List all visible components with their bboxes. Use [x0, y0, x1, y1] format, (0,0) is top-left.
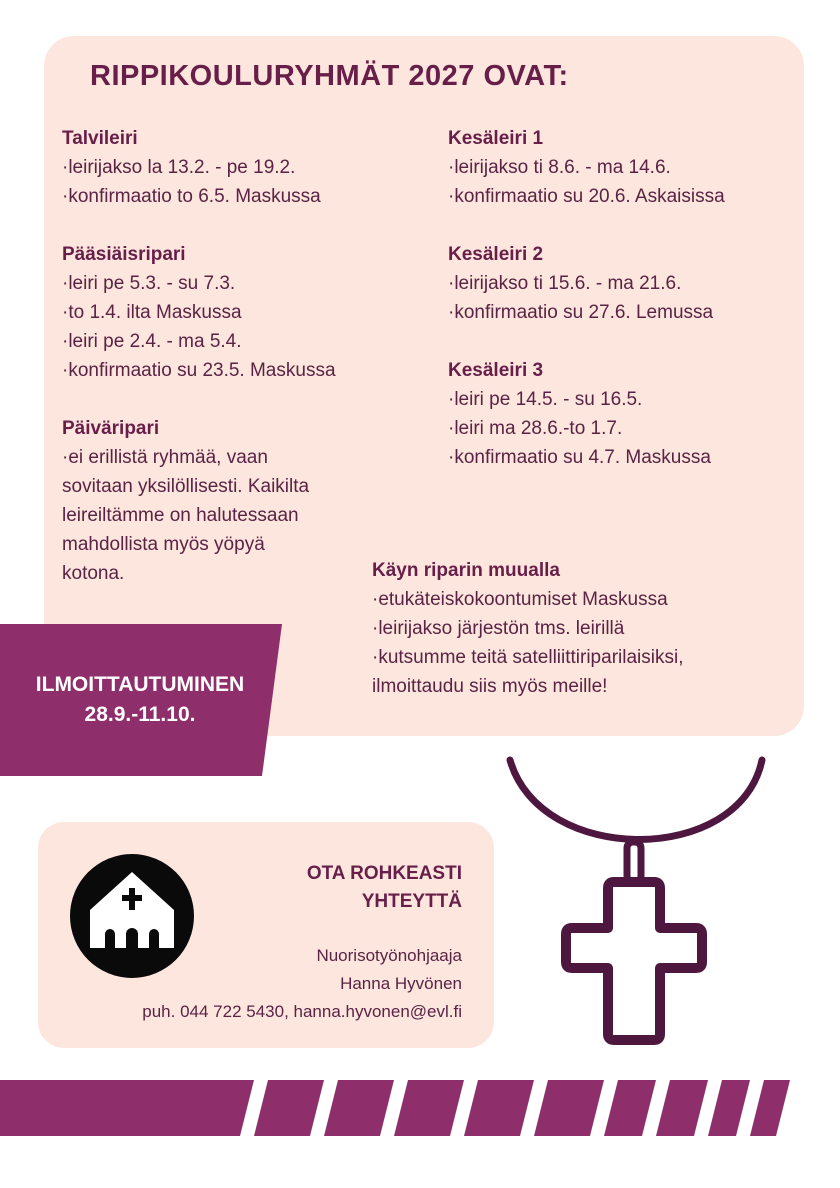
- talvileiri-section: [62, 124, 402, 211]
- kesaleiri3-section: [448, 356, 793, 472]
- contact-phone-email[interactable]: puh. 044 722 5430, hanna.hyvonen@evl.fi: [142, 1002, 462, 1021]
- section-heading: Päiväripari: [62, 418, 160, 439]
- section-line: ·to 1.4. ilta Maskussa: [62, 302, 242, 323]
- section-line: ·konfirmaatio su 27.6. Lemussa: [448, 302, 714, 323]
- contact-heading-line: YHTEYTTÄ: [361, 891, 462, 912]
- muualla-section: [372, 556, 792, 701]
- section-line: ·kutsumme teitä satelliittiriparilaisiksi,: [372, 647, 684, 668]
- section-line: ·leiri pe 2.4. - ma 5.4.: [62, 331, 242, 352]
- section-line: ·leirijakso ti 8.6. - ma 14.6.: [448, 157, 671, 178]
- registration-dates: 28.9.-11.10.: [84, 703, 196, 726]
- kesaleiri2-section: [448, 240, 793, 327]
- right-column: [448, 124, 793, 501]
- cross-pendant-icon: [500, 756, 780, 1056]
- contact-name: Hanna Hyvönen: [340, 974, 462, 993]
- registration-text: [20, 670, 260, 730]
- section-line: ·konfirmaatio su 20.6. Askaisissa: [448, 186, 725, 207]
- section-heading: Kesäleiri 1: [448, 128, 544, 149]
- section-line: sovitaan yksilöllisesti. Kaikilta: [62, 476, 310, 497]
- section-line: ·ei erillistä ryhmää, vaan: [62, 447, 268, 468]
- paasiaisripari-section: [62, 240, 402, 385]
- section-heading: Kesäleiri 2: [448, 244, 544, 265]
- section-line: leireiltämme on halutessaan: [62, 505, 299, 526]
- page-title: RIPPIKOULURYHMÄT 2027 OVAT:: [90, 60, 569, 92]
- section-line: ilmoittaudu siis myös meille!: [372, 676, 608, 697]
- section-line: ·leirijakso la 13.2. - pe 19.2.: [62, 157, 296, 178]
- section-heading: Kesäleiri 3: [448, 360, 544, 381]
- section-line: ·konfirmaatio su 4.7. Maskussa: [448, 447, 711, 468]
- section-line: ·leirijakso ti 15.6. - ma 21.6.: [448, 273, 682, 294]
- contact-heading: [307, 860, 462, 916]
- contact-details: [142, 942, 462, 1026]
- section-line: mahdollista myös yöpyä: [62, 534, 265, 555]
- section-heading: Pääsiäisripari: [62, 244, 186, 265]
- left-column: [62, 124, 402, 617]
- paivaripari-section: [62, 414, 402, 588]
- section-line: ·leiri pe 5.3. - su 7.3.: [62, 273, 236, 294]
- kesaleiri1-section: [448, 124, 793, 211]
- section-line: ·leirijakso järjestön tms. leirillä: [372, 618, 625, 639]
- section-heading: Talvileiri: [62, 128, 138, 149]
- registration-label: ILMOITTAUTUMINEN: [35, 673, 245, 696]
- section-line: ·leiri ma 28.6.-to 1.7.: [448, 418, 623, 439]
- section-line: ·etukäteiskokoontumiset Maskussa: [372, 589, 668, 610]
- section-line: ·konfirmaatio su 23.5. Maskussa: [62, 360, 336, 381]
- contact-role: Nuorisotyönohjaaja: [316, 946, 462, 965]
- section-line: kotona.: [62, 563, 125, 584]
- contact-heading-line: OTA ROHKEASTI: [306, 863, 462, 884]
- section-heading: Käyn riparin muualla: [372, 560, 560, 581]
- section-line: ·leiri pe 14.5. - su 16.5.: [448, 389, 643, 410]
- decorative-stripes: [0, 1080, 840, 1136]
- registration-banner: [0, 624, 282, 776]
- section-line: ·konfirmaatio to 6.5. Maskussa: [62, 186, 321, 207]
